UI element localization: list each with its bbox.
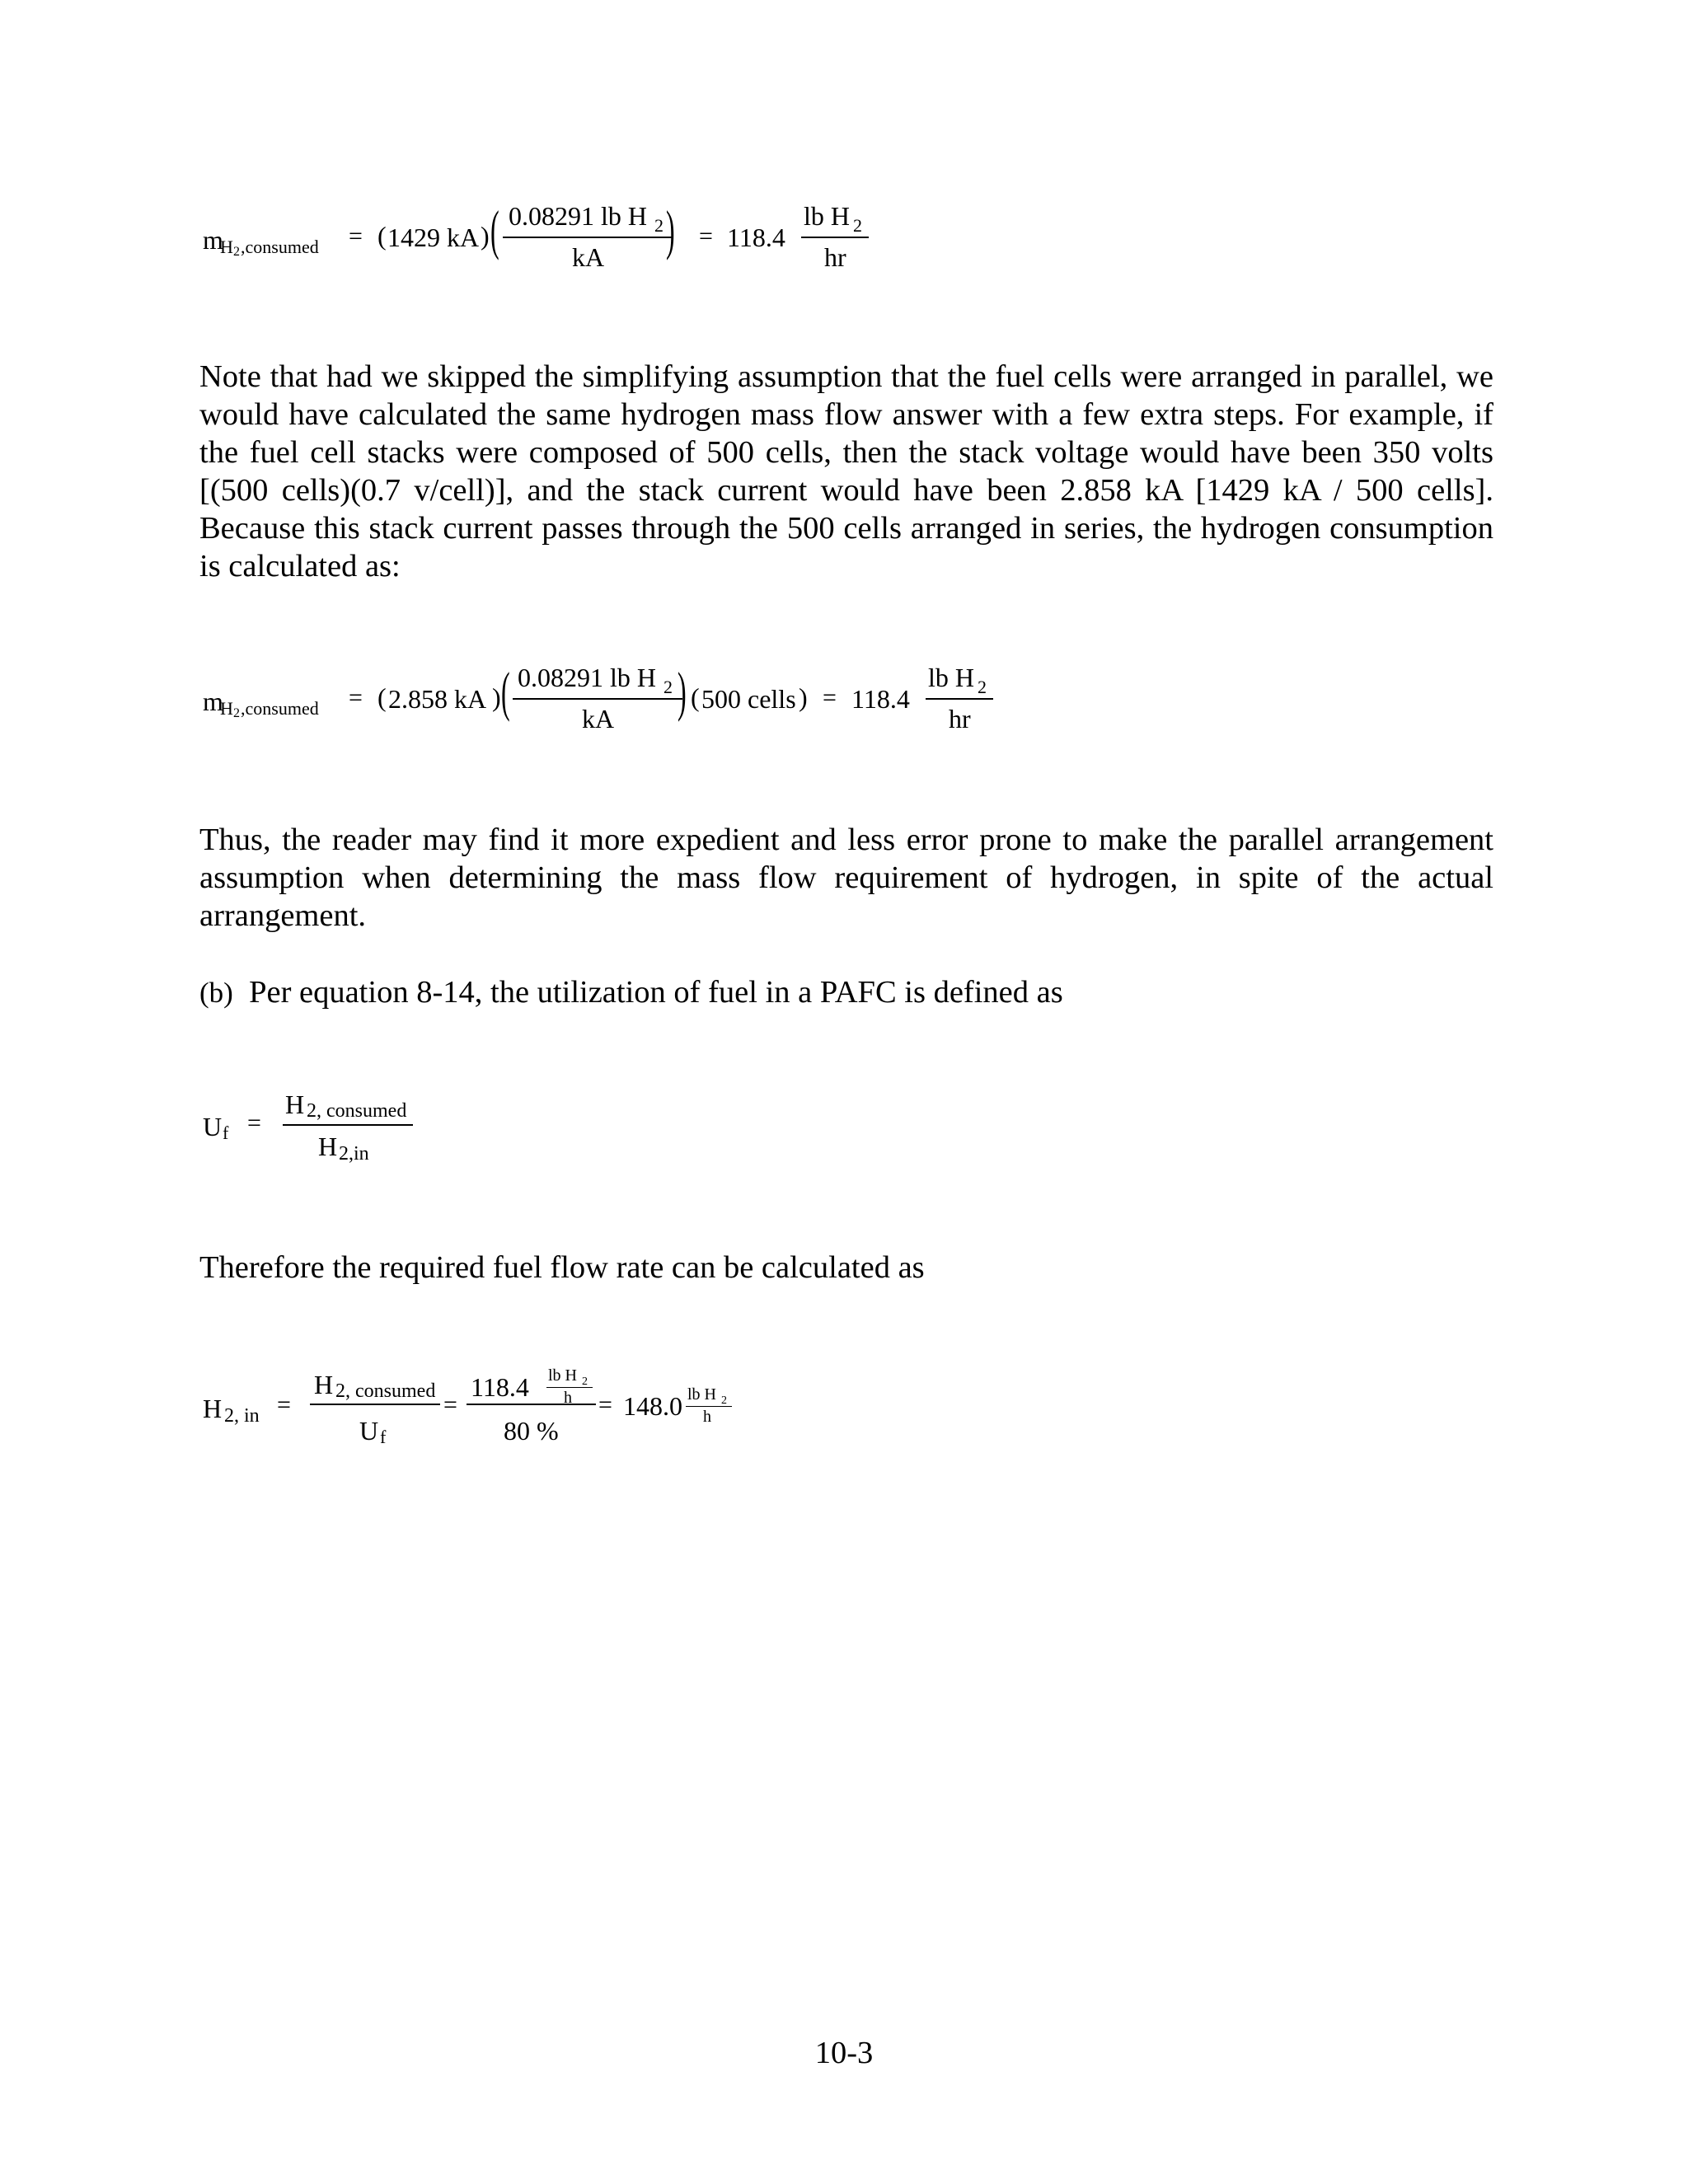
fuel-in-symbol: H <box>203 1394 223 1423</box>
m-subscript-2: 2 <box>233 245 240 259</box>
unit-denominator: hr <box>949 704 971 733</box>
inner-unit-numerator: lb H <box>548 1366 577 1385</box>
utilization-denominator-sub: 2,in <box>339 1143 369 1165</box>
result-unit-numerator: lb H <box>687 1385 716 1404</box>
consumed-numerator-sub: 2, consumed <box>335 1380 436 1402</box>
part-b-label: (b) <box>199 977 233 1009</box>
result-unit-denominator: h <box>703 1408 711 1426</box>
inner-unit-fraction-bar <box>546 1387 593 1388</box>
close-paren: ) <box>481 221 490 251</box>
utilization-denominator: H <box>318 1132 338 1161</box>
fraction-bar <box>503 237 672 238</box>
fraction-bar <box>513 698 682 700</box>
open-big-paren: ( <box>501 659 510 723</box>
utilization-value: 80 % <box>504 1416 559 1446</box>
result-unit-fraction-bar <box>686 1406 732 1407</box>
fraction-numerator-sub: 2 <box>663 677 673 697</box>
close-paren: ) <box>492 682 501 712</box>
open-paren: ( <box>377 682 387 712</box>
unit-denominator: hr <box>824 242 846 272</box>
equals-sign: = <box>598 1391 612 1418</box>
close-paren: ) <box>799 682 808 712</box>
unit-fraction-bar <box>926 698 993 700</box>
open-big-paren: ( <box>490 198 499 261</box>
part-b-line <box>199 973 1063 1012</box>
utilization-symbol: U <box>203 1112 223 1141</box>
page-number: 10-3 <box>814 2036 874 2070</box>
fuel-in-subscript: 2, in <box>224 1405 260 1427</box>
m-symbol: m <box>203 687 223 716</box>
part-b-text: Per equation 8-14, the utilization of fuel in a PAFC is defined as <box>249 975 1063 1010</box>
open-paren: ( <box>377 221 387 251</box>
second-fraction-bar <box>467 1404 596 1405</box>
m-symbol: m <box>203 225 223 255</box>
paragraph-parallel-assumption: Thus, the reader may find it more expedient and less error prone to make the parallel arrangement assumption when determining the mass flow requirement of hydrogen, in spite of the actual arrangement. <box>199 823 1493 933</box>
equals-sign: = <box>349 684 363 711</box>
fraction-denominator: kA <box>572 242 605 272</box>
result-unit-numerator-sub: 2 <box>721 1394 727 1407</box>
m-subscript-consumed: ,consumed <box>241 237 319 257</box>
fraction-denominator: kA <box>582 704 615 733</box>
utilization-numerator: H <box>285 1090 305 1119</box>
close-big-paren: ) <box>678 659 687 723</box>
current-factor: 2.858 kA <box>388 684 487 714</box>
fraction-numerator-sub: 2 <box>654 215 663 236</box>
inner-unit-denominator: h <box>564 1389 572 1407</box>
unit-fraction-bar <box>801 237 869 238</box>
equals-sign: = <box>823 684 837 711</box>
fraction-numerator: 0.08291 lb H <box>518 663 656 692</box>
m-subscript-h: H <box>220 237 233 257</box>
equals-sign: = <box>699 223 713 250</box>
first-fraction-bar <box>310 1404 440 1405</box>
fuel-in-result: 148.0 <box>623 1391 682 1421</box>
cells-factor: 500 cells <box>701 684 796 714</box>
unit-numerator-sub: 2 <box>978 677 987 697</box>
equals-sign: = <box>349 223 363 250</box>
utilization-numerator-sub: 2, consumed <box>307 1100 407 1122</box>
equals-sign: = <box>247 1109 261 1137</box>
equals-sign: = <box>277 1391 291 1418</box>
inner-unit-numerator-sub: 2 <box>582 1376 588 1388</box>
unit-numerator-sub: 2 <box>853 215 862 236</box>
result-value: 118.4 <box>851 684 910 714</box>
result-value: 118.4 <box>727 223 785 252</box>
fraction-numerator: 0.08291 lb H <box>509 201 647 231</box>
m-subscript-2: 2 <box>233 706 240 720</box>
close-big-paren: ) <box>666 198 675 261</box>
m-subscript-h: H <box>220 698 233 719</box>
utilization-denominator-sub: f <box>380 1427 387 1447</box>
utilization-denominator: U <box>359 1416 379 1446</box>
equals-sign: = <box>443 1391 457 1418</box>
consumed-value: 118.4 <box>471 1372 529 1402</box>
paragraph-series-arrangement: Note that had we skipped the simplifying assumption that the fuel cells were arranged in parallel, we would have calculated the same hydrogen mass flow answer with a few extra steps. For example, if the fuel cell stacks were composed of 500 cells, then the stack voltage would have been 350 volts [(500 cells)(0.7 v/cell)], and the stack current would have been 2.858 kA [1429 kA / 500 cells]. Because this stack current passes through the 500 cells arranged in series, the hydrogen consumption is calculated as: <box>199 359 1493 583</box>
current-factor: 1429 kA <box>387 223 480 252</box>
paragraph-fuel-flow-rate: Therefore the required fuel flow rate can be calculated as <box>199 1250 925 1285</box>
utilization-fraction-bar <box>283 1124 413 1126</box>
consumed-numerator: H <box>314 1370 334 1399</box>
unit-numerator: lb H <box>804 201 850 231</box>
open-paren: ( <box>691 682 700 712</box>
unit-numerator: lb H <box>928 663 974 692</box>
utilization-subscript: f <box>223 1122 229 1143</box>
m-subscript-consumed: ,consumed <box>241 698 319 719</box>
